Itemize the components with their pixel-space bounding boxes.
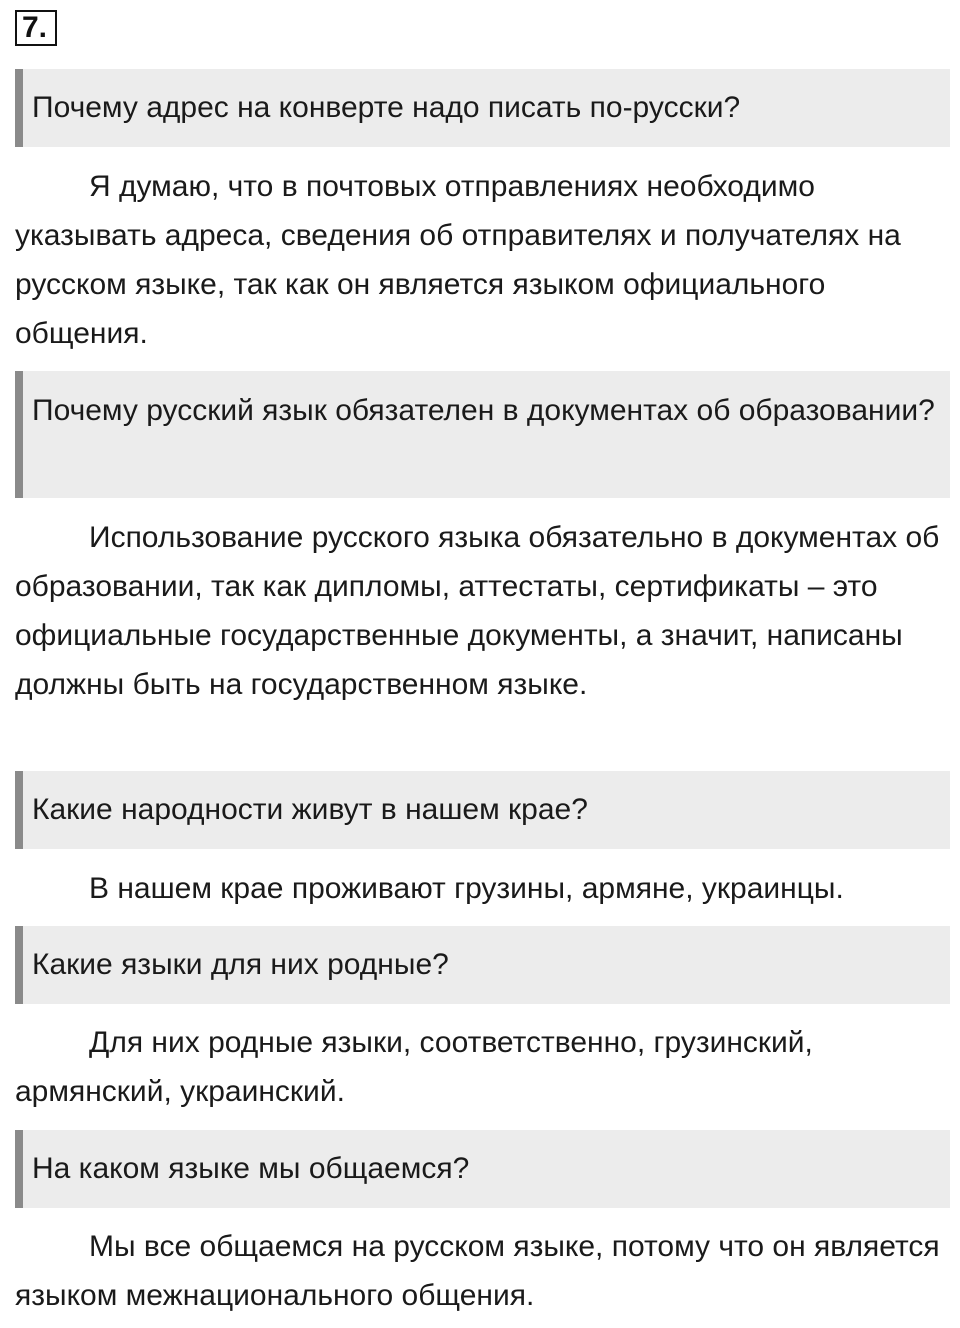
answer-5: Мы все общаемся на русском языке, потому что он является языком межнационального общения. <box>15 1230 940 1312</box>
answer-3: В нашем крае проживают грузины, армяне, украинцы. <box>89 872 844 905</box>
question-3: Какие народности живут в нашем крае? <box>15 771 950 849</box>
question-5: На каком языке мы общаемся? <box>15 1130 950 1208</box>
answer-4: Для них родные языки, соответственно, грузинский, армянский, украинский. <box>15 1026 813 1108</box>
answer-2: Использование русского языка обязательно в документах об образовании, так как дипломы, аттестаты, сертификаты – это официальные государственные документы, а значит, написаны должны быть на государственном языке. <box>15 521 940 701</box>
answer-1: Я думаю, что в почтовых отправлениях необходимо указывать адреса, сведения об отправителях и получателях на русском языке, так как он является языком официального общения. <box>15 170 901 350</box>
question-1: Почему адрес на конверте надо писать по-русски? <box>15 69 950 147</box>
task-number: 7. <box>15 10 57 46</box>
question-4: Какие языки для них родные? <box>15 926 950 1004</box>
question-2: Почему русский язык обязателен в документах об образовании? <box>15 371 950 498</box>
